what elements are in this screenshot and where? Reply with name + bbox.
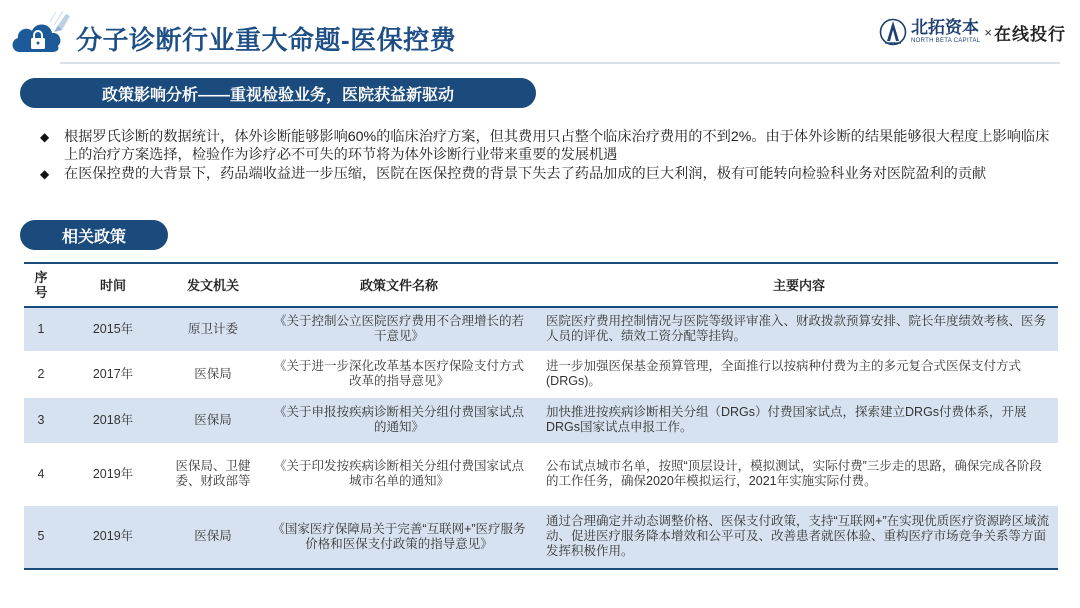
bullet-item [40, 165, 1050, 183]
cell-year: 2019年 [58, 443, 168, 505]
bullet-item [40, 128, 1050, 164]
cell-document: 《关于控制公立医院医疗费用不合理增长的若干意见》 [258, 307, 540, 351]
cell-issuer: 医保局 [168, 505, 258, 569]
header-no: 序号 [34, 270, 48, 300]
cell-issuer: 医保局、卫健委、财政部等 [168, 443, 258, 505]
header-year: 时间 [99, 277, 126, 293]
cell-no: 5 [24, 505, 58, 569]
table-row [24, 351, 1058, 397]
cell-no: 2 [24, 351, 58, 397]
cell-content: 通过合理确定并动态调整价格、医保支付政策，支持“互联网+”在实现优质医疗资源跨区域流动、促进医疗服务降本增效和公平可及、改善患者就医体验、重构医疗市场竞争关系等方面发挥积极作用。 [540, 505, 1058, 569]
diamond-bullet-icon: ◆ [40, 167, 50, 181]
cell-year: 2019年 [58, 505, 168, 569]
policy-table [24, 262, 1058, 570]
north-beta-emblem-icon [879, 17, 907, 47]
brand-text [911, 19, 980, 45]
section-pill-related-policies: 相关政策 [20, 220, 168, 250]
cell-document: 《国家医疗保障局关于完善“互联网+”医疗服务价格和医保支付政策的指导意见》 [258, 505, 540, 569]
cell-no: 4 [24, 443, 58, 505]
brand [879, 16, 1066, 48]
table-header-row [24, 263, 1058, 307]
bullet-list [40, 128, 1050, 184]
page-title: 分子诊断行业重大命题-医保控费 [76, 25, 457, 55]
cell-issuer: 医保局 [168, 351, 258, 397]
brand-separator: × [984, 24, 992, 40]
cell-document: 《关于进一步深化改革基本医疗保险支付方式改革的指导意见》 [258, 351, 540, 397]
cell-year: 2015年 [58, 307, 168, 351]
brand-name: 北拓资本 [910, 18, 979, 38]
cell-year: 2018年 [58, 397, 168, 443]
cell-document: 《关于申报按疾病诊断相关分组付费国家试点的通知》 [258, 397, 540, 443]
header-document: 政策文件名称 [359, 277, 438, 293]
cell-year: 2017年 [58, 351, 168, 397]
table-row [24, 307, 1058, 351]
section-banner: 政策影响分析——重视检验业务，医院获益新驱动 [20, 78, 536, 108]
cell-no: 3 [24, 397, 58, 443]
bullet-text: 根据罗氏诊断的数据统计，体外诊断能够影响60%的临床治疗方案，但其费用只占整个临床治疗费用的不到2%。由于体外诊断的结果能够很大程度上影响临床上的治疗方案选择，检验作为诊疗必不可失的环节将为体外诊断行业带来重要的发展机遇 [64, 129, 1050, 163]
header-issuer: 发文机关 [186, 277, 239, 293]
cell-no: 1 [24, 307, 58, 351]
cell-issuer: 原卫计委 [168, 307, 258, 351]
table-row [24, 443, 1058, 505]
diamond-bullet-icon: ◆ [40, 130, 50, 144]
cloud-lock-rocket-icon [8, 8, 72, 58]
header-divider [60, 62, 1060, 64]
table-row [24, 397, 1058, 443]
cell-issuer: 医保局 [168, 397, 258, 443]
cell-content: 公布试点城市名单，按照“顶层设计，模拟测试，实际付费”三步走的思路，确保完成各阶段的工作任务，确保2020年模拟运行，2021年实施实际付费。 [540, 443, 1058, 505]
header [0, 0, 1080, 66]
cell-content: 加快推进按疾病诊断相关分组（DRGs）付费国家试点，探索建立DRGs付费体系，开展DRGs国家试点申报工作。 [540, 397, 1058, 443]
table-row [24, 505, 1058, 569]
cell-content: 医院医疗费用控制情况与医院等级评审准入、财政拨款预算安排、院长年度绩效考核、医务人员的评优、绩效工资分配等挂钩。 [540, 307, 1058, 351]
bullet-text: 在医保控费的大背景下，药品端收益进一步压缩，医院在医保控费的背景下失去了药品加成的巨大利润，极有可能转向检验科业务对医院盈利的贡献 [64, 166, 987, 182]
cell-content: 进一步加强医保基金预算管理，全面推行以按病种付费为主的多元复合式医保支付方式(DRGs)。 [540, 351, 1058, 397]
brand-subtitle: NORTH BETA CAPITAL [910, 38, 981, 44]
header-content: 主要内容 [772, 277, 825, 293]
partner-name: 在线投行 [994, 24, 1066, 45]
cell-document: 《关于印发按疾病诊断相关分组付费国家试点城市名单的通知》 [258, 443, 540, 505]
